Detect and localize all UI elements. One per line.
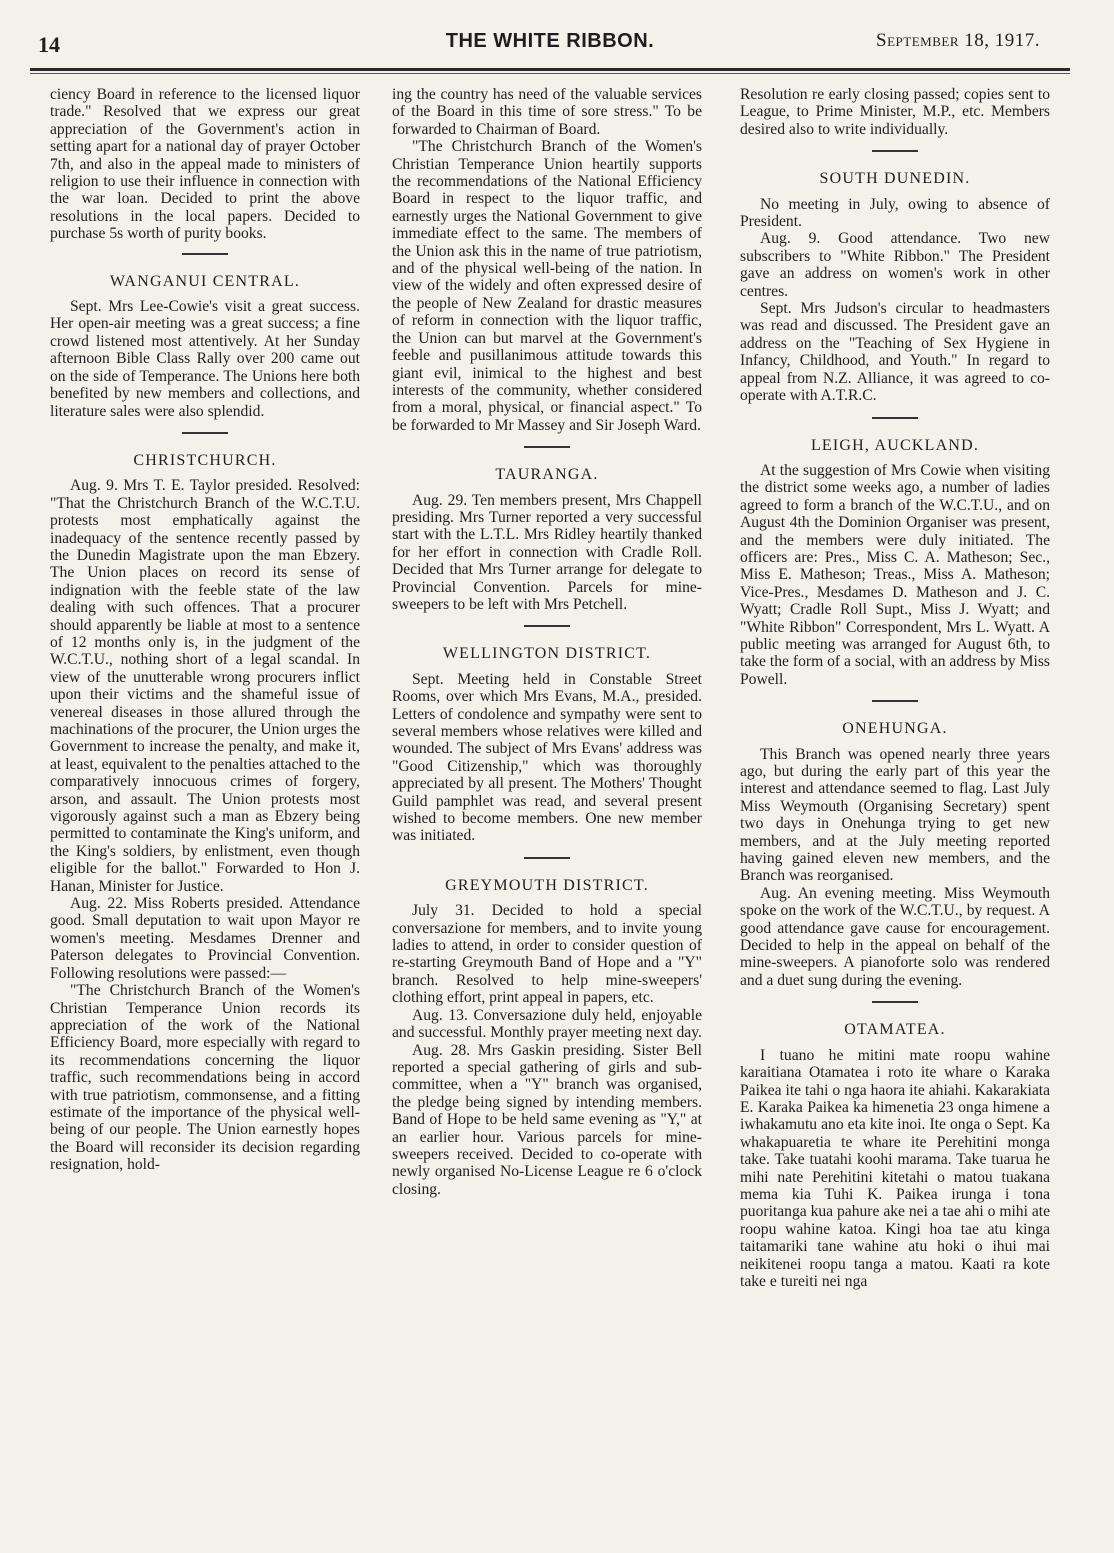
header-rule-thin <box>30 73 1070 74</box>
section-divider <box>872 1001 918 1003</box>
greymouth-paragraph: Aug. 13. Conversazione duly held, enjoyable and successful. Monthly prayer meeting next day. <box>392 1006 702 1042</box>
header-rule <box>30 68 1070 71</box>
christchurch-paragraph: Aug. 22. Miss Roberts presided. Attendance good. Small deputation to wait upon Mayor re women's meeting. Mesdames Drenner and Paterson delegates to Provincial Convention. Following resolutions were passed:— <box>50 895 360 982</box>
section-divider <box>872 417 918 419</box>
resolution-paragraph: "The Christchurch Branch of the Women's Christian Temperance Union heartily supports the recommendations of the National Efficiency Board in respect to the liquor traffic, and earnestly urges the National Government to give immediate effect to the same. The members of the Union ask this in the name of true patriotism, and of the physical well-being of the nation. In view of the widely and often expressed desire of the people of New Zealand for drastic measures of reform in connection with the liquor traffic, the Union can but marvel at the Government's feeble and pusillanimous attitude towards this giant evil, inimical to the highest and best interests of the community, whether considered from a moral, physical, or financial aspect." To be forwarded to Mr Massey and Sir Joseph Ward. <box>392 138 702 434</box>
section-divider <box>524 625 570 627</box>
otamatea-paragraph: I tuano he mitini mate roopu wahine karaitiana Otamatea i roto ite whare o Karaka Paikea ite tahi o nga haora ite ahiahi. Kakarakiata E. Karaka Paikea ka himenetia 23 onga himene a iwhakamutu ano eta kite inoi. Ite onga o Sept. Ka whakapuaretia te whare ite Perehitini monga take. Take tuatahi koohi marama. Take tuarua he mihi nate Perehitini kitetahi o matou tuakana mema kia Tuhi K. Paikea irunga i tona puoritanga kua pahure ake nei a tae ahi o mihi ate roopu wahine katoa. Kingi hoa tae atu kinga taitamariki tane wahine atu hoki o ihui mai neikitenei roopu tanga a matou. Kaati ra kote take e tureiti nei nga <box>740 1046 1051 1290</box>
christchurch-paragraph: Aug. 9. Mrs T. E. Taylor presided. Resolved: "That the Christchurch Branch of the W.C.T.U. protests most emphatically against the inadequacy of the sentence recently passed by the Dunedin Magistrate upon the man Ebzery. The Union places on record its sense of indignation with the feeble state of the law dealing with such offences. That a procurer should apparently be liable at most to a sentence of 12 months only is, in the judgment of the W.C.T.U., nothing short of a legal scandal. In view of the unutterable wrong procurers inflict upon their victims and the shameful issue of venereal diseases in those allured through the machinations of the procurer, the Union urges the Government to increase the penalty, and make it, at least, equivalent to the penalties attached to the comparatively innocuous crimes of forgery, arson, and assault. The Union protests most vigorously against such a man as Ebzery being permitted to contaminate the King's uniform, and the King's soldiers, by enlistment, even though eligible for the ballot." Forwarded to Hon J. Hanan, Minister for Justice. <box>50 477 360 895</box>
continued-paragraph: ciency Board in reference to the licensed liquor trade." Resolved that we express our great appreciation of the Government's action in setting apart for a national day of prayer October 7th, and also in the appeal made to ministers of religion to use their influence in connection with the war loan. Decided to print the above resolutions in the local papers. Decided to purchase 5s worth of purity books. <box>50 86 360 243</box>
section-heading-leigh: LEIGH, AUCKLAND. <box>810 436 980 454</box>
leigh-paragraph: At the suggestion of Mrs Cowie when visiting the district some weeks ago, a number of ladies agreed to form a branch of the W.C.T.U., and on August 4th the Dominion Organiser was present, and the members were duly initiated. The officers are: Pres., Miss C. A. Matheson; Sec., Miss E. Matheson; Treas., Miss A. Matheson; Vice-Pres., Mesdames D. Matheson and J. C. Wyatt; Cradle Roll Supt., Miss J. Wyatt; and "White Ribbon" Correspondent, Mrs L. Wyatt. A public meeting was arranged for August 6th, to take the form of a social, with an address by Miss Powell. <box>740 461 1050 688</box>
continued-paragraph: ing the country has need of the valuable services of the Board in this time of sore stress." To be forwarded to Chairman of Board. <box>392 86 702 138</box>
south-dunedin-paragraph: No meeting in July, owing to absence of President. <box>740 195 1050 231</box>
newspaper-title: THE WHITE RIBBON. <box>445 30 655 52</box>
wellington-paragraph: Sept. Meeting held in Constable Street Rooms, over which Mrs Evans, M.A., presided. Letters of condolence and sympathy were sent to several members whose relatives were killed and wounded. The subject of Mrs Evans' address was "Good Citizenship," which was thoroughly appreciated by all present. The Mothers' Thought Guild pamphlet was read, and several present wished to become members. One new member was initiated. <box>392 670 702 845</box>
section-heading-greymouth: GREYMOUTH DISTRICT. <box>445 876 649 894</box>
section-divider <box>182 253 228 255</box>
continued-paragraph: Resolution re early closing passed; copies sent to League, to Prime Minister, M.P., etc. Members desired also to write individually. <box>740 86 1050 138</box>
column-3 <box>740 86 1050 1290</box>
tauranga-paragraph: Aug. 29. Ten members present, Mrs Chappell presiding. Mrs Turner reported a very successful start with the L.T.L. Mrs Ridley heartily thanked for her effort in connection with Cradle Roll. Decided that Mrs Turner arrange for delegate to Provincial Convention. Parcels for mine-sweepers to be left with Mrs Petchell. <box>392 491 702 613</box>
section-divider <box>182 432 228 434</box>
south-dunedin-paragraph: Aug. 9. Good attendance. Two new subscribers to "White Ribbon." The President gave an address on women's work in other centres. <box>740 230 1050 300</box>
onehunga-paragraph: This Branch was opened nearly three years ago, but during the early part of this year the interest and attendance seemed to flag. Last July Miss Weymouth (Organising Secretary) spent two days in Onehunga trying to get new members, and at the July meeting reported having gained eleven new members, and the Branch was reorganised. <box>740 745 1050 885</box>
section-divider <box>524 857 570 859</box>
section-heading-onehunga: ONEHUNGA. <box>842 720 948 738</box>
section-heading-south-dunedin: SOUTH DUNEDIN. <box>819 170 971 188</box>
column-1 <box>50 86 360 1174</box>
section-heading-wanganui: WANGANUI CENTRAL. <box>109 272 301 290</box>
greymouth-paragraph: July 31. Decided to hold a special conversazione for members, and to invite young ladies to attend, in order to consider question of re-starting Greymouth Band of Hope and a "Y" branch. Resolved to help mine-sweepers' clothing effort, print appeal in papers, etc. <box>392 902 702 1007</box>
onehunga-paragraph: Aug. An evening meeting. Miss Weymouth spoke on the work of the W.C.T.U., by request. A good attendance gave cause for encouragement. Decided to help in the appeal on behalf of the mine-sweepers. A pianoforte solo was rendered and a duet sung during the evening. <box>740 884 1050 989</box>
section-heading-wellington: WELLINGTON DISTRICT. <box>442 645 652 663</box>
wanganui-paragraph: Sept. Mrs Lee-Cowie's visit a great success. Her open-air meeting was a great success; a fine crowd listened most attentively. At her Sunday afternoon Bible Class Rally over 200 came out on the side of Temperance. The Unions here both benefited by new members and collections, and literature sales were also splendid. <box>50 298 360 420</box>
section-divider <box>872 150 918 152</box>
greymouth-paragraph: Aug. 28. Mrs Gaskin presiding. Sister Bell reported a special gathering of girls and sub-committee, when a "Y" branch was organised, the pledge being signed by intending members. Band of Hope to be held same evening as "Y," at an earlier hour. Various parcels for mine-sweepers received. Decided to co-operate with newly organised No-License League re 6 o'clock closing. <box>392 1041 702 1198</box>
south-dunedin-paragraph: Sept. Mrs Judson's circular to headmasters was read and discussed. The President gave an address on the "Teaching of Sex Hygiene in Infancy, Childhood, and Youth." In regard to appeal from N.Z. Alliance, it was agreed to co-operate with A.T.R.C. <box>740 300 1050 405</box>
page-header <box>30 26 1070 62</box>
section-heading-tauranga: TAURANGA. <box>495 466 599 484</box>
section-heading-otamatea: OTAMATEA. <box>844 1021 946 1039</box>
section-heading-christchurch: CHRISTCHURCH. <box>133 451 277 469</box>
section-divider <box>872 700 918 702</box>
page-number: 14 <box>38 32 60 57</box>
column-2 <box>392 86 702 1198</box>
section-divider <box>524 446 570 448</box>
issue-date: September 18, 1917. <box>876 30 1040 51</box>
christchurch-paragraph: "The Christchurch Branch of the Women's Christian Temperance Union records its appreciation of the work of the National Efficiency Board, more especially with regard to its recommendations concerning the liquor traffic, such recommendations being in accord with true patriotism, commonsense, and a fitting estimate of the importance of the physical well-being of our people. The Union earnestly hopes the Board will reconsider its decision regarding resignation, hold- <box>50 982 360 1174</box>
